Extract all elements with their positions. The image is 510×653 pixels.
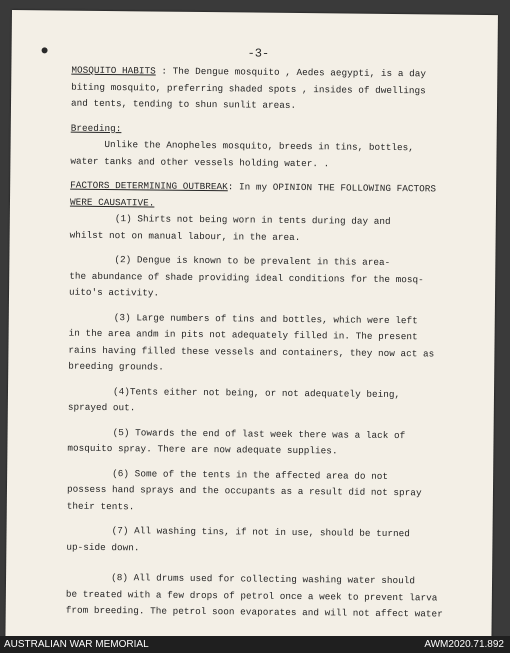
line-text: up-side down. xyxy=(66,541,140,553)
line-text: whilst not on manual labour, in the area. xyxy=(69,229,301,243)
line-indent xyxy=(69,311,114,322)
line-indent xyxy=(68,426,113,437)
underlined-heading: WERE CAUSATIVE. xyxy=(69,196,155,209)
line-indent xyxy=(68,385,113,396)
line-indent xyxy=(71,139,105,150)
archive-footer xyxy=(0,636,510,653)
punch-hole xyxy=(42,47,48,53)
line-text: be treated with a few drops of petrol once a week to prevent larva xyxy=(65,588,438,603)
line-text: uito's activity. xyxy=(68,286,160,299)
line-indent xyxy=(69,254,114,265)
institution-name: AUSTRALIAN WAR MEMORIAL xyxy=(4,639,149,650)
document-body xyxy=(66,63,472,624)
line-text: (7) All washing tins, if not in use, should be turned xyxy=(111,525,410,540)
line-text: (6) Some of the tents in the affected area do not xyxy=(112,467,389,482)
underlined-heading: Breeding: xyxy=(70,122,122,134)
line-text: biting mosquito, preferring shaded spots , insides of dwellings xyxy=(71,81,426,96)
line-text: sprayed out. xyxy=(67,401,136,414)
document-line xyxy=(66,603,466,624)
line-text: possess hand sprays and the occupants as a result did not spray xyxy=(66,483,422,499)
line-text: : The Dengue mosquito , Aedes aegypti, is a day xyxy=(155,65,427,80)
line-text: from breeding. The petrol soon evaporates and will not affect water xyxy=(65,604,443,620)
line-text: rains having filled these vessels and containers, they now act as xyxy=(68,344,435,359)
line-text: in the area andm in pits not adequately filled in. The present xyxy=(68,327,418,343)
line-text: mosquito spray. There are now adequate supplies. xyxy=(67,442,338,457)
line-text: and tents, tending to shun sunlit areas. xyxy=(70,97,297,111)
line-text: (2) Dengue is known to be prevalent in this area- xyxy=(114,254,391,268)
line-text: breeding grounds. xyxy=(68,360,165,373)
item-reference: AWM2020.71.892 xyxy=(424,639,504,650)
line-text: (8) All drums used for collecting washing water should xyxy=(111,572,416,587)
line-text: water tanks and other vessels holding water. . xyxy=(70,155,330,169)
line-text: (5) Towards the end of last week there was a lack of xyxy=(112,426,406,441)
line-text: (3) Large numbers of tins and bottles, which were left xyxy=(113,311,418,326)
document-page xyxy=(5,10,498,636)
line-text: Unlike the Anopheles mosquito, breeds in tins, bottles, xyxy=(104,138,415,154)
line-indent xyxy=(67,467,112,478)
underlined-heading: MOSQUITO HABITS xyxy=(71,64,156,77)
line-text: (1) Shirts not being worn in tents during day and xyxy=(114,213,391,227)
line-text: their tents. xyxy=(66,500,135,512)
page-number: -3- xyxy=(247,46,270,61)
line-indent xyxy=(66,572,111,583)
line-text: (4)Tents either not being, or not adequately being, xyxy=(113,385,401,400)
line-text: the abundance of shade providing ideal conditions for the mosq- xyxy=(69,270,424,285)
line-indent xyxy=(70,213,115,224)
line-indent xyxy=(66,525,111,536)
line-text: : In my OPINION THE FOLLOWING FACTORS xyxy=(227,181,437,195)
underlined-heading: FACTORS DETERMINING OUTBREAK xyxy=(70,179,228,193)
